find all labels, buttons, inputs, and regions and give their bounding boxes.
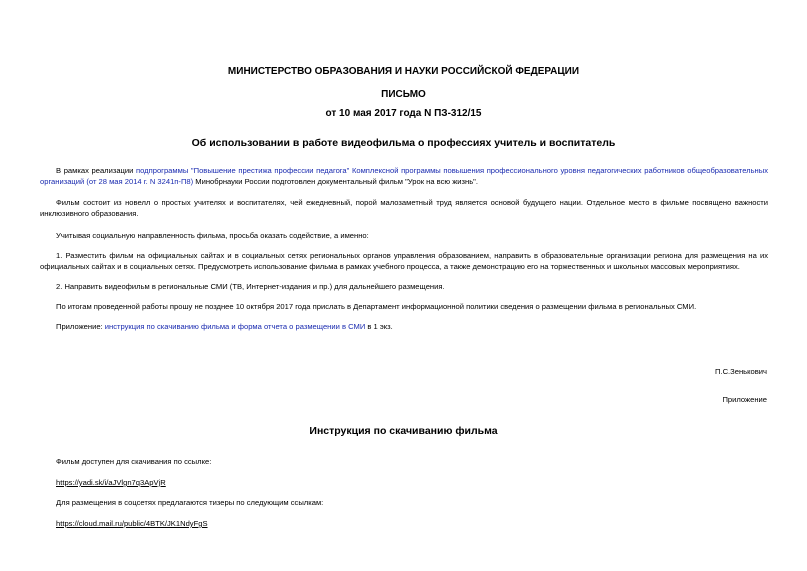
paragraph-intro-text-b: Минобрнауки России подготовлен документальный фильм "Урок на всю жизнь". <box>193 176 478 186</box>
paragraph-film-description: Фильм состоит из новелл о простых учителях и воспитателях, чей ежедневный, порой малозаметный труд является основой будущего нации. Отдельное место в фильме посвящено важности инклюзивного образования. <box>40 198 768 218</box>
paragraph-intro-text-a: В рамках реализации <box>56 166 137 175</box>
paragraph-intro <box>40 166 768 187</box>
ministry-heading: МИНИСТЕРСТВО ОБРАЗОВАНИЯ И НАУКИ РОССИЙСКОЙ ФЕДЕРАЦИИ <box>227 66 580 77</box>
attachment-label: Приложение: <box>56 322 105 331</box>
instruction-title: Инструкция по скачиванию фильма <box>309 425 498 437</box>
teasers-link[interactable]: https://cloud.mail.ru/public/4BTK/JK1NdyFgS <box>56 519 208 528</box>
download-link[interactable]: https://yadi.sk/i/aJVlgn7q3ApVjR <box>56 478 166 487</box>
attachment-count: в 1 экз. <box>365 322 393 331</box>
paragraph-request: Учитывая социальную направленность фильма, просьба оказать содействие, а именно: <box>56 231 369 240</box>
doc-subject: Об использовании в работе видеофильма о профессиях учитель и воспитатель <box>191 137 616 149</box>
paragraph-item-1: 1. Разместить фильм на официальных сайтах и в социальных сетях региональных органов управления образованием, направить в образовательные организации региона для размещения на их официальных сайтах и в социальных сетях. Предусмотреть использование фильма в рамках учебного процесса, а также демонстрацию его на торжественных и школьных массовых мероприятиях. <box>40 251 768 271</box>
doc-type-heading: ПИСЬМО <box>381 89 426 100</box>
signature: П.С.Зенькович <box>715 367 767 376</box>
paragraph-item-2: 2. Направить видеофильм в региональные СМИ (ТВ, Интернет-издания и пр.) для дальнейшего размещения. <box>56 282 445 291</box>
doc-date-number: от 10 мая 2017 года N ПЗ-312/15 <box>325 108 482 119</box>
paragraph-deadline: По итогам проведенной работы прошу не позднее 10 октября 2017 года прислать в Департамент информационной политики сведения о размещении фильма в региональных СМИ. <box>56 302 697 311</box>
paragraph-attachment <box>40 322 768 333</box>
instruction-line-teasers: Для размещения в соцсетях предлагаются тизеры по следующим ссылкам: <box>56 498 324 507</box>
subprogram-link[interactable]: подпрограммы "Повышение престижа профессии педагога" Комплексной программы повышения профессионального уровня педагогических работников общеобразовательных организаций (от 28 мая 2014 г. N 3241п-П8) <box>40 166 768 186</box>
attachment-link[interactable]: инструкция по скачиванию фильма и форма отчета о размещении в СМИ <box>104 322 366 331</box>
instruction-line-download: Фильм доступен для скачивания по ссылке: <box>56 457 212 466</box>
appendix-label: Приложение <box>722 395 767 404</box>
